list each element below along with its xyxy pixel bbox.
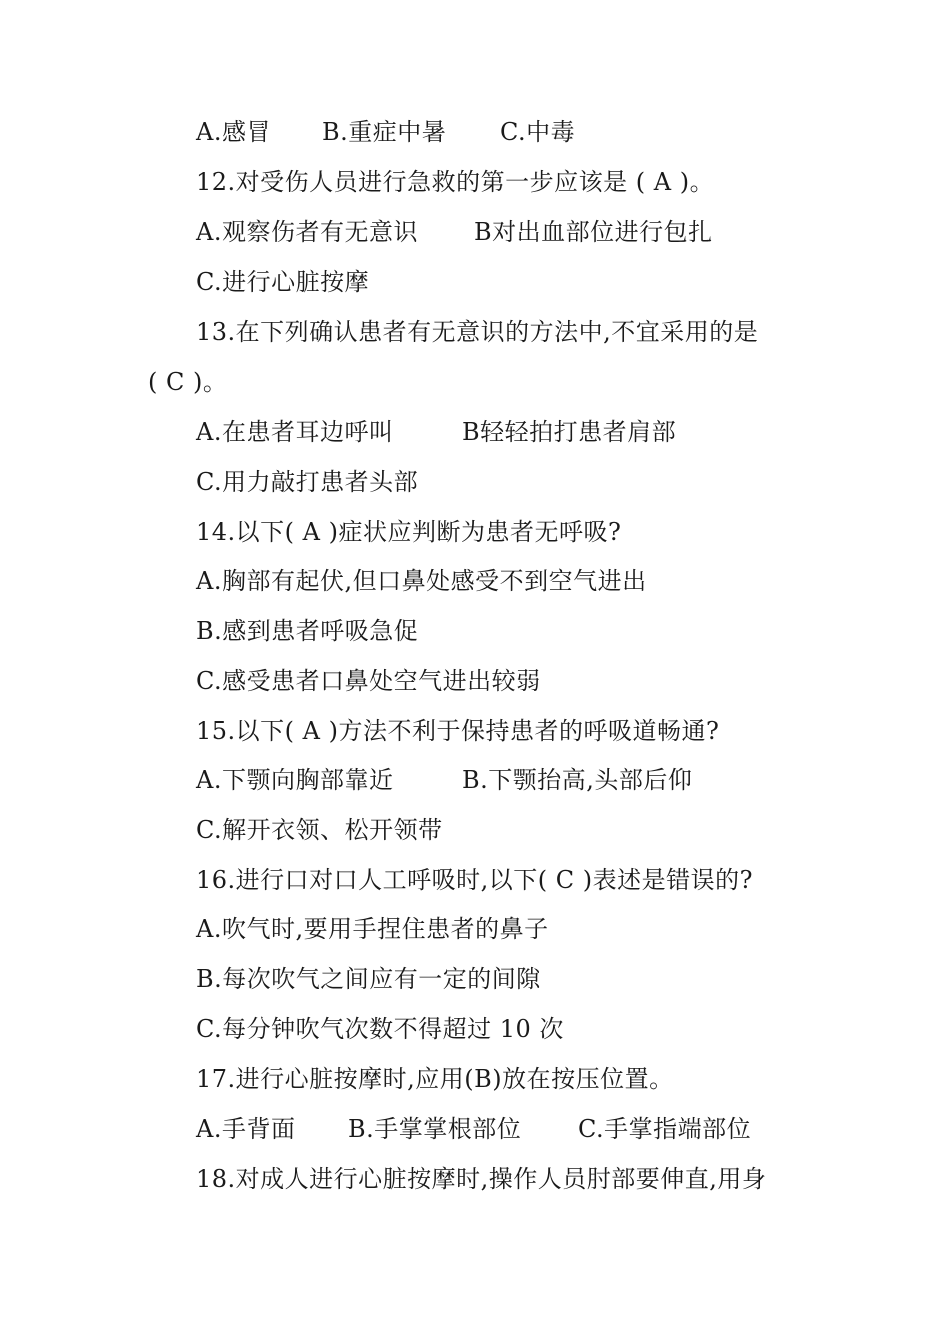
q11-option-b: B.重症中暑: [322, 118, 447, 146]
q16-question: 16.进行口对口人工呼吸时,以下( C )表述是错误的?: [196, 866, 754, 894]
q11-options-row: [196, 117, 576, 147]
q12-question: 12.对受伤人员进行急救的第一步应该是 ( A )。: [196, 168, 715, 196]
q13-options-row: [196, 417, 677, 447]
q14-option-c: C.感受患者口鼻处空气进出较弱: [196, 667, 541, 695]
q11-option-a: A.感冒: [196, 118, 271, 146]
q12-options-row: [196, 217, 713, 247]
q16-option-a: A.吹气时,要用手捏住患者的鼻子: [196, 915, 549, 943]
q15-option-c: C.解开衣领、松开领带: [196, 816, 443, 844]
q11-option-c: C.中毒: [500, 118, 576, 146]
q17-option-a: A.手背面: [196, 1115, 296, 1143]
q13-option-c: C.用力敲打患者头部: [196, 468, 419, 496]
q15-question: 15.以下( A )方法不利于保持患者的呼吸道畅通?: [196, 717, 720, 745]
q12-option-b: B对出血部位进行包扎: [474, 218, 713, 246]
q14-option-b: B.感到患者呼吸急促: [196, 617, 419, 645]
q12-option-a: A.观察伤者有无意识: [196, 218, 418, 246]
q17-question: 17.进行心脏按摩时,应用(B)放在按压位置。: [196, 1065, 674, 1093]
q13-option-b: B轻轻拍打患者肩部: [462, 418, 677, 446]
q18-question: 18.对成人进行心脏按摩时,操作人员肘部要伸直,用身: [196, 1165, 767, 1193]
q17-option-b: B.手掌掌根部位: [348, 1115, 522, 1143]
q15-option-b: B.下颚抬高,头部后仰: [462, 766, 693, 794]
q14-question: 14.以下( A )症状应判断为患者无呼吸?: [196, 518, 622, 546]
q14-option-a: A.胸部有起伏,但口鼻处感受不到空气进出: [196, 567, 647, 595]
q13-option-a: A.在患者耳边呼叫: [196, 418, 394, 446]
q13-question-continuation: ( C )。: [148, 368, 228, 396]
q16-option-c: C.每分钟吹气次数不得超过 10 次: [196, 1015, 564, 1043]
q17-option-c: C.手掌指端部位: [578, 1115, 752, 1143]
q13-question: 13.在下列确认患者有无意识的方法中,不宜采用的是: [196, 318, 759, 346]
q17-options-row: [196, 1114, 752, 1144]
q12-option-c: C.进行心脏按摩: [196, 268, 370, 296]
q15-option-a: A.下颚向胸部靠近: [196, 766, 394, 794]
q16-option-b: B.每次吹气之间应有一定的间隙: [196, 965, 541, 993]
q15-options-row: [196, 765, 693, 795]
